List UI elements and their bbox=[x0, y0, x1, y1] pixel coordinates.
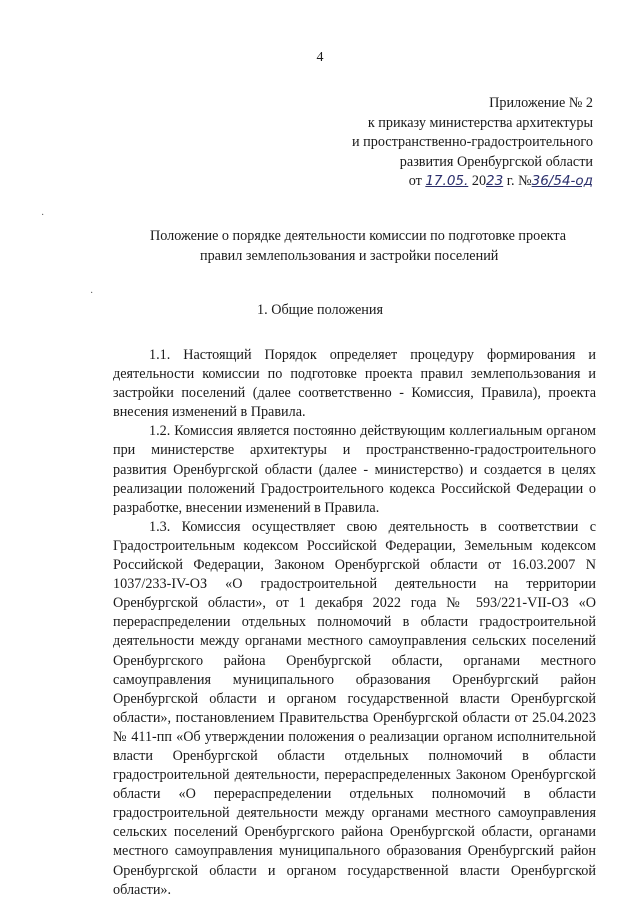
section-heading: 1. Общие положения bbox=[257, 302, 383, 318]
year-prefix: 20 bbox=[471, 173, 487, 189]
appendix-block bbox=[352, 94, 593, 192]
handwritten-date: 17.05. bbox=[425, 173, 469, 189]
appendix-line-2: к приказу министерства архитектуры bbox=[367, 114, 593, 131]
handwritten-year: 23 bbox=[486, 173, 504, 189]
paragraph-1-3: 1.3. Комиссия осуществляет свою деятельность в соответствии с Градостроительным кодексом Российской Федерации, Земельным кодексом Российской Федерации, Законом Оренбургской области от 16.03.2007 N 1037/233-IV-ОЗ «О градостроительной деятельности на территории Оренбургской области», от 1 декабря 2022 года № 593/221-VII-ОЗ «О перераспределении отдельных полномочий в области градостроительной деятельности между органами местного самоуправления сельских поселений Оренбургского района Оренбургской области, органами местного самоуправления муниципального образования Оренбургский район Оренбургской области и органом государственной власти Оренбургской области», постановлением Правительства Оренбургской области от 25.04.2023 № 411-пп «Об утверждении положения о реализации органом исполнительной власти Оренбургской области отдельных полномочий в области градостроительной деятельности, перераспределенных Законом Оренбургской области «О перераспределении отдельных полномочий в области градостроительной деятельности между органами местного самоуправления сельских поселений Оренбургского района Оренбургской области, органами местного самоуправления муниципального образования Оренбургский район Оренбургской области и органом государственной власти Оренбургской области». bbox=[113, 518, 596, 898]
title-line-2: правил землепользования и застройки поселений bbox=[200, 247, 499, 264]
paragraph-1-2: 1.2. Комиссия является постоянно действующим коллегиальным органом при министерстве архитектуры и пространственно-градостроительного развития Оренбургской области (далее - министерство) и создается в целях реализации положений Градостроительного кодекса Российской Федерации о разработке, внесении изменений в Правила. bbox=[113, 423, 596, 516]
appendix-line-4: развития Оренбургской области bbox=[399, 153, 593, 170]
appendix-line-1: Приложение № 2 bbox=[489, 95, 593, 111]
document-title bbox=[150, 227, 590, 266]
scan-speck: · bbox=[90, 288, 94, 299]
date-prefix: от bbox=[408, 173, 422, 189]
appendix-line-3: и пространственно-градостроительного bbox=[352, 134, 593, 150]
page-number: 4 bbox=[316, 50, 324, 65]
title-line-1: Положение о порядке деятельности комиссии по подготовке проекта bbox=[150, 228, 567, 244]
paragraph-1-1: 1.1. Настоящий Порядок определяет процедуру формирования и деятельности комиссии по подготовке проекта правил землепользования и застройки поселений (далее соответственно - Комиссия, Правила), проекта внесения изменений в Правила. bbox=[113, 347, 596, 421]
scan-speck: · bbox=[41, 210, 45, 221]
handwritten-order-number: 36/54-од bbox=[531, 173, 593, 189]
number-prefix: г. № bbox=[506, 173, 532, 189]
document-body bbox=[113, 346, 596, 900]
appendix-date-line bbox=[352, 172, 593, 192]
